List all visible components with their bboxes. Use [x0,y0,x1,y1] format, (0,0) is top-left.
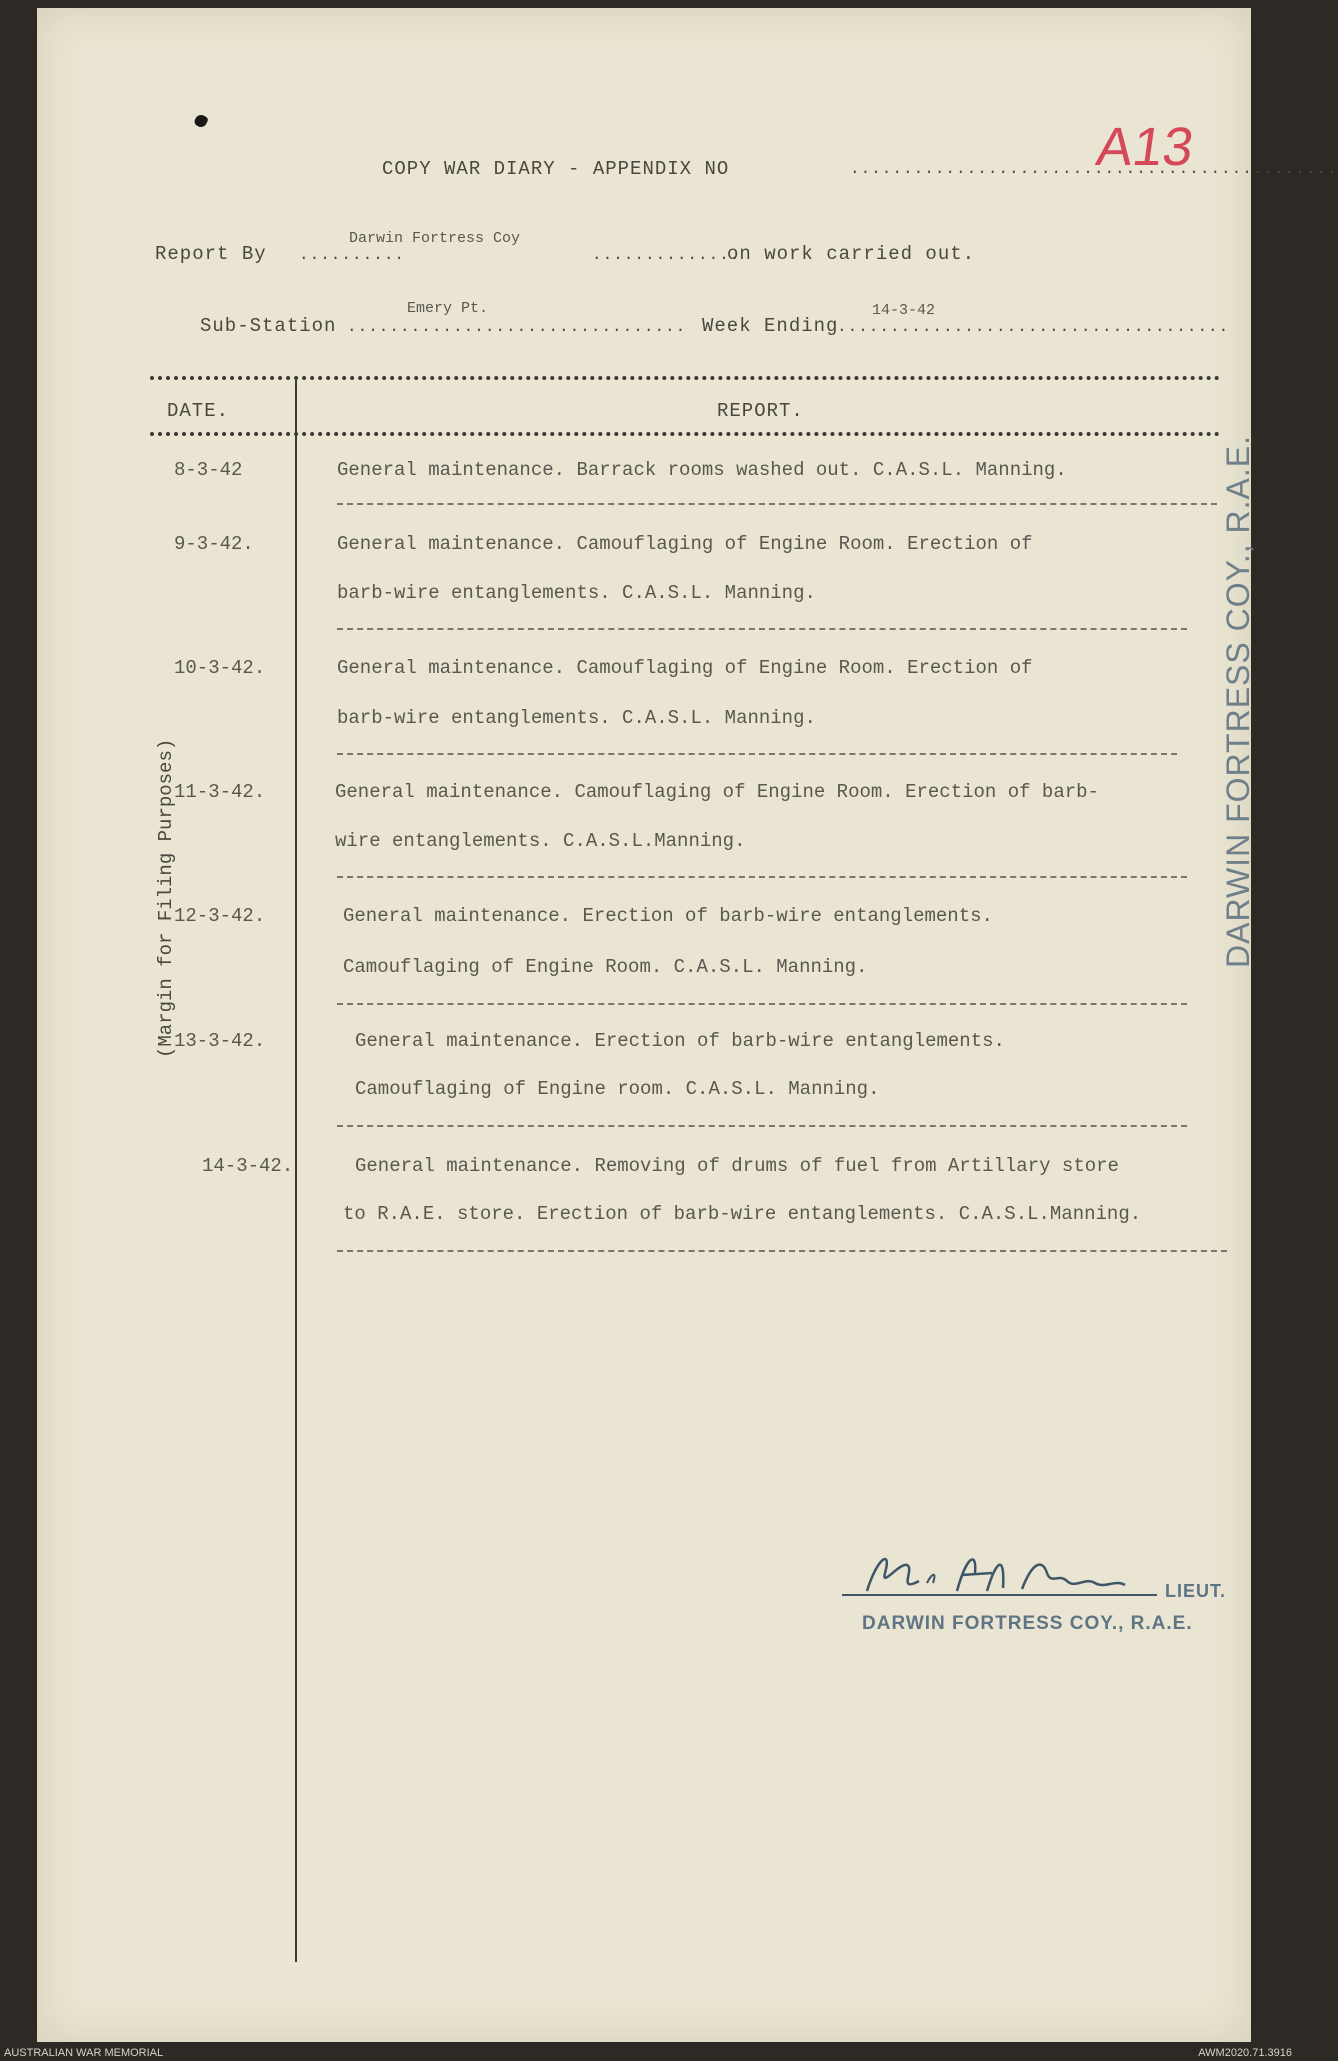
row-divider [337,628,1187,630]
ink-blot [193,113,209,129]
row-line: General maintenance. Camouflaging of Engine Room. Erection of barb- [335,781,1099,803]
row-line: barb-wire entanglements. C.A.S.L. Manning. [337,707,816,729]
row-line: General maintenance. Erection of barb-wire entanglements. [343,905,993,927]
document-title: COPY WAR DIARY - APPENDIX NO [382,158,730,180]
col-date-header: DATE. [167,400,230,422]
row-line: General maintenance. Camouflaging of Engine Room. Erection of [337,533,1033,555]
appendix-number-mark: A13 [1092,117,1198,177]
row-date: 13-3-42. [174,1030,266,1052]
row-date: 12-3-42. [174,905,266,927]
row-line: Camouflaging of Engine room. C.A.S.L. Manning. [355,1078,880,1100]
column-divider [295,380,297,1962]
row-date: 10-3-42. [174,657,266,679]
title-dots: .............................................. [850,160,1338,178]
row-line: barb-wire entanglements. C.A.S.L. Manning. [337,582,816,604]
week-ending-label: Week Ending [702,315,839,337]
row-divider [337,753,1177,755]
row-line: General maintenance. Camouflaging of Engine Room. Erection of [337,657,1033,679]
row-date: 11-3-42. [174,781,266,803]
handwritten-signature [837,1543,1167,1603]
substation-dots: ................................ [347,318,687,336]
table-header-rule [150,432,1220,436]
footer-credit: AUSTRALIAN WAR MEMORIAL [4,2047,164,2059]
row-line: to R.A.E. store. Erection of barb-wire entanglements. C.A.S.L.Manning. [343,1203,1142,1225]
substation-label: Sub-Station [200,315,337,337]
document-page [37,8,1338,2042]
substation-value: Emery Pt. [407,300,489,317]
row-line: Camouflaging of Engine Room. C.A.S.L. Manning. [343,956,868,978]
filing-margin-note: (Margin for Filing Purposes) [155,738,177,1058]
signature-rank: LIEUT. [1165,1581,1227,1601]
row-divider [337,876,1187,878]
report-by-label: Report By [155,243,267,265]
week-ending-value: 14-3-42 [872,302,936,319]
row-date: 14-3-42. [202,1155,294,1177]
row-divider [337,1003,1187,1005]
row-divider [337,1125,1187,1127]
footer-reference: AWM2020.71.3916 [1198,2047,1292,2059]
report-by-suffix: on work carried out. [727,243,976,265]
row-date: 9-3-42. [174,533,254,555]
table-top-rule [150,376,1220,380]
report-by-dots-left: .......... [299,246,406,264]
report-by-value: Darwin Fortress Coy [349,230,521,247]
row-date: 8-3-42 [174,459,243,481]
row-divider [337,1250,1227,1252]
row-divider [337,503,1217,505]
report-by-dots-right: .............. [592,246,741,264]
unit-stamp-vertical: DARWIN FORTRESS COY., R.A.E. [1220,435,1256,968]
row-line: wire entanglements. C.A.S.L.Manning. [335,830,746,852]
col-report-header: REPORT. [717,400,804,422]
row-line: General maintenance. Erection of barb-wire entanglements. [355,1030,1005,1052]
week-ending-dots: ..................................... [837,318,1230,336]
signature-unit: DARWIN FORTRESS COY., R.A.E. [862,1613,1193,1634]
row-line: General maintenance. Removing of drums of fuel from Artillary store [355,1155,1119,1177]
row-line: General maintenance. Barrack rooms washed out. C.A.S.L. Manning. [337,459,1067,481]
